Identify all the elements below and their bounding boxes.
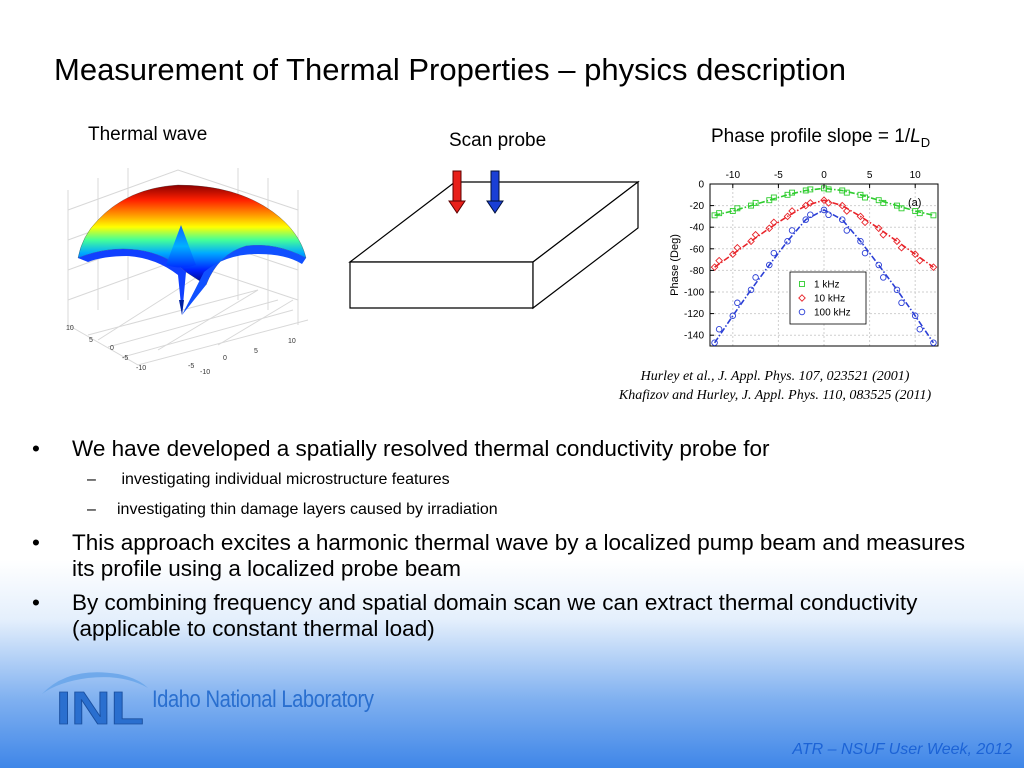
y-tick-label: 10 xyxy=(66,325,74,332)
y-tick-label: -60 xyxy=(689,244,704,256)
x-tick-label: -10 xyxy=(200,369,211,375)
x-tick-label: 10 xyxy=(288,338,296,345)
data-point xyxy=(862,250,868,256)
y-axis-label: Phase (Deg) xyxy=(669,234,681,296)
data-point xyxy=(876,262,882,268)
data-point xyxy=(880,275,886,281)
bullet-item xyxy=(28,436,988,520)
data-point xyxy=(753,275,759,281)
sub-bullet-list xyxy=(72,470,988,520)
thermal-wave-caption: Thermal wave xyxy=(88,124,208,145)
data-point xyxy=(716,326,722,332)
data-point xyxy=(771,250,777,256)
logo-abbrev: INL xyxy=(56,682,144,732)
legend-entry: 1 kHz xyxy=(814,279,840,291)
y-tick-label: -20 xyxy=(689,201,704,213)
y-tick-label: 5 xyxy=(89,337,93,344)
x-tick-label: 10 xyxy=(909,170,921,181)
legend-entry: 100 kHz xyxy=(814,307,851,319)
y-tick-label: -10 xyxy=(136,365,147,372)
data-point xyxy=(917,326,923,332)
y-tick-label: 0 xyxy=(698,179,704,191)
scan-probe-diagram xyxy=(345,165,645,315)
x-tick-label: -5 xyxy=(188,363,195,370)
data-point xyxy=(894,287,900,293)
sub-bullet-item: – investigating individual microstructure features xyxy=(72,470,988,490)
lab-name: Idaho National Laboratory xyxy=(152,686,374,713)
x-tick-label: -5 xyxy=(773,170,783,181)
x-tick-label: -10 xyxy=(725,170,741,181)
phase-slope-caption xyxy=(711,126,930,150)
thermal-wave-surface-plot xyxy=(58,150,320,375)
legend-entry: 10 kHz xyxy=(814,293,846,305)
data-point xyxy=(839,217,845,223)
slide-title: Measurement of Thermal Properties – physics description xyxy=(54,52,846,87)
y-tick-label: -80 xyxy=(689,265,704,277)
footer-text: ATR – NSUF User Week, 2012 xyxy=(792,741,1012,758)
y-tick-label: -120 xyxy=(683,309,704,321)
x-tick-label: 5 xyxy=(866,170,873,181)
bullet-item: • This approach excites a harmonic thermal wave by a localized pump beam and measures its profile using a localized probe beam xyxy=(28,530,988,582)
x-tick-label: 5 xyxy=(254,348,258,355)
bullet-text: We have developed a spatially resolved thermal conductivity probe for xyxy=(72,436,770,461)
scan-probe-caption: Scan probe xyxy=(449,130,547,151)
y-tick-label: -5 xyxy=(122,355,129,362)
data-point xyxy=(716,257,722,263)
y-tick-label: -40 xyxy=(689,222,704,234)
phase-profile-chart xyxy=(660,160,945,355)
reference-2: Khafizov and Hurley, J. Appl. Phys. 110, 083525 (2011) xyxy=(618,388,932,403)
phase-slope-var: L xyxy=(910,126,921,147)
bullet-item: • By combining frequency and spatial domain scan we can extract thermal conductivity (applicable to constant thermal load) xyxy=(28,590,988,642)
data-point xyxy=(735,300,741,306)
y-tick-label: -140 xyxy=(683,330,704,342)
data-point xyxy=(899,300,905,306)
sample-front-face xyxy=(350,262,533,308)
panel-label: (a) xyxy=(908,197,922,209)
sub-bullet-item: – investigating thin damage layers caused by irradiation xyxy=(72,500,988,520)
y-tick-label: -100 xyxy=(683,287,704,299)
inl-logo xyxy=(38,664,150,732)
data-point xyxy=(789,228,795,234)
y-tick-label: 0 xyxy=(110,345,114,352)
data-point xyxy=(785,238,791,244)
data-point xyxy=(844,228,850,234)
bullet-list xyxy=(28,436,988,650)
phase-slope-text: Phase profile slope = 1/ xyxy=(711,126,911,147)
x-tick-label: 0 xyxy=(223,355,227,362)
reference-1: Hurley et al., J. Appl. Phys. 107, 023521 (2001) xyxy=(640,369,910,384)
x-tick-label: 0 xyxy=(821,170,827,181)
phase-slope-sub: D xyxy=(920,134,931,150)
references xyxy=(560,367,990,405)
data-point xyxy=(826,212,832,218)
